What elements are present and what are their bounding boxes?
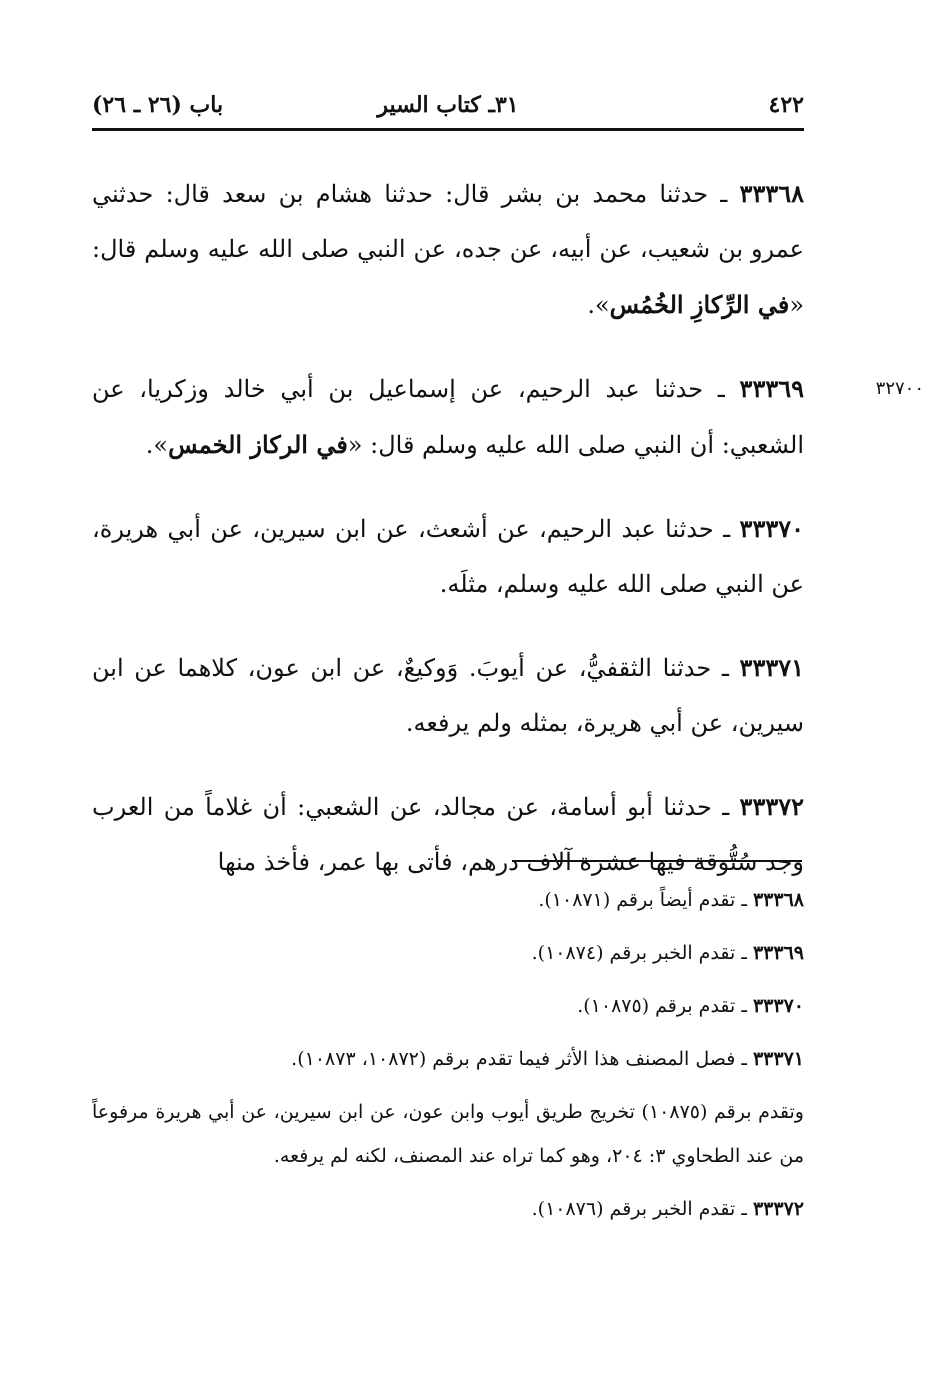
footnote [92,1037,804,1081]
hadith-number: ٣٣٣٦٨ [739,179,804,208]
footnote-text: ـ تقدم الخبر برقم (١٠٨٧٤). [531,942,753,964]
hadith-tail: ». [145,431,169,459]
hadith-text: ـ حدثنا عبد الرحيم، عن أشعث، عن ابن سيرين، عن أبي هريرة، عن النبي صلى الله عليه وسلم، مثلَه. [92,515,804,598]
hadith-number: ٣٣٣٧٠ [739,514,804,543]
book-title: ٣١ـ كتاب السير [377,92,519,118]
footnote-text: ـ تقدم برقم (١٠٨٧٥). [577,995,753,1017]
hadith-tail: ». [587,291,610,319]
footnote-number: ٣٣٣٧٢ [752,1198,804,1220]
footnote-text: ـ فصل المصنف هذا الأثر فيما تقدم برقم (١٠٨٧٢، ١٠٨٧٣). [291,1048,753,1070]
hadith-number: ٣٣٣٧١ [739,653,804,682]
hadith-paragraph [92,640,804,751]
footnote-number: ٣٣٣٧١ [752,1048,804,1070]
hadith-paragraph [92,501,804,612]
footnote-number: ٣٣٣٧٠ [752,995,804,1017]
footnote-text: ـ تقدم أيضاً برقم (١٠٨٧١). [538,889,753,911]
hadith-text: ـ حدثنا الثقفيُّ، عن أيوبَ. وَوكيعٌ، عن ابن عون، كلاهما عن ابن سيرين، عن أبي هريرة، بمثله ولم يرفعه. [92,654,804,737]
footnote-text: وتقدم برقم (١٠٨٧٥) تخريج طريق أيوب وابن عون، عن ابن سيرين، عن أبي هريرة مرفوعاً من عند الطحاوي ٣: ٢٠٤، وهو كما تراه عند المصنف، لكنه لم يرفعه. [92,1101,804,1167]
hadith-paragraph [92,779,804,890]
footnote [92,931,804,975]
footnote-continuation [92,1090,804,1178]
footnote-rule [512,860,802,862]
header-rule [92,128,804,131]
hadith-paragraph [92,166,804,333]
hadith-number: ٣٣٣٧٢ [739,792,804,821]
hadith-text: ـ حدثنا محمد بن بشر قال: حدثنا هشام بن سعد قال: حدثني عمرو بن شعيب، عن أبيه، عن جده، عن النبي صلى الله عليه وسلم قال: « [92,180,804,319]
footnotes [92,878,804,1240]
hadith-quote: في الرِّكازِ الخُمُس [609,290,790,319]
page-header [92,92,804,124]
footnote-number: ٣٣٣٦٨ [752,889,804,911]
chapter-label: باب (٢٦ ـ ٢٦) [92,92,224,118]
hadith-text: ـ حدثنا عبد الرحيم، عن إسماعيل بن أبي خالد وزكريا، عن الشعبي: أن النبي صلى الله عليه وسلم قال: « [92,375,804,459]
footnote-number: ٣٣٣٦٩ [752,942,804,964]
main-text [92,166,924,918]
footnote [92,984,804,1028]
footnote [92,1187,804,1231]
hadith-quote: في الركاز الخمس [168,430,348,459]
page-number: ٤٢٢ [768,92,804,118]
hadith-paragraph [92,361,924,473]
margin-reference-number: ٣٢٧٠٠ [875,378,924,399]
hadith-text: ـ حدثنا أبو أسامة، عن مجالد، عن الشعبي: أن غلاماً من العرب وجد سُتُّوقة فيها عشرة آلاف درهم، فأتى بها عمر، فأخذ منها [92,793,804,876]
footnote-text: ـ تقدم الخبر برقم (١٠٨٧٦). [531,1198,753,1220]
footnote [92,878,804,922]
hadith-number: ٣٣٣٦٩ [739,374,804,403]
